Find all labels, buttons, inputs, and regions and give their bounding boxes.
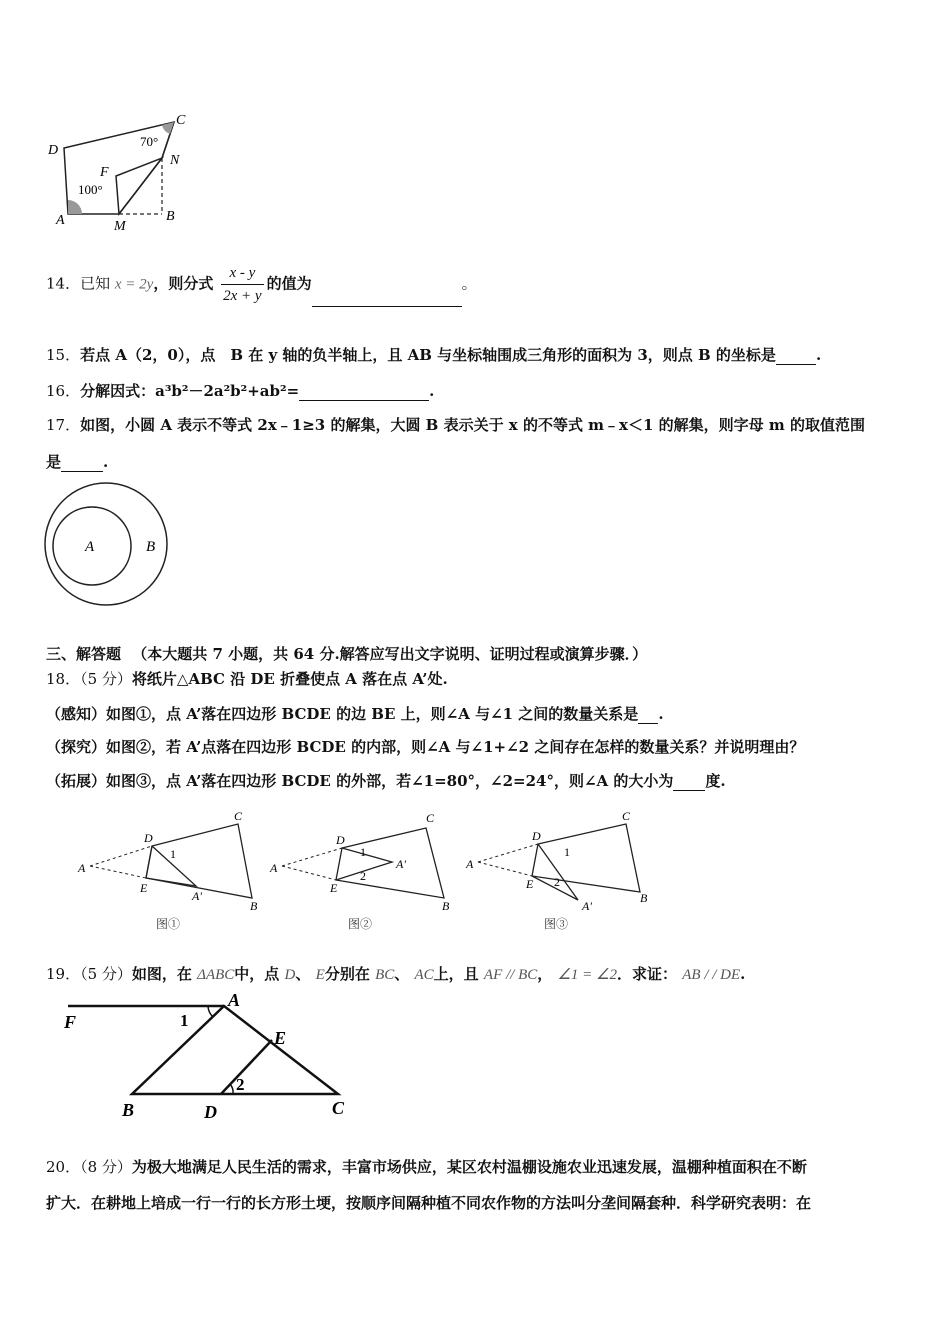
q20-text2: 扩大．在耕地上培成一行一行的长方形土埂，按顺序间隔种植不同农作物的方法叫分垄间隔套种．科学研究表明：在 [46,1194,812,1212]
label-C: C [332,1098,345,1118]
fig18-caption-3: 图③ [544,917,569,931]
svg-text:B: B [250,899,258,913]
question-14 [46,262,477,307]
label-A: A [228,992,241,1010]
q18-text: 将纸片△ABC 沿 DE 折叠使点 A 落在点 A’处. [131,670,448,688]
angle-mark-2 [230,1084,233,1094]
svg-text:C: C [426,811,435,825]
section-3-heading [46,643,647,664]
q14-post: 的值为 [266,274,312,293]
angle-label-A: 100° [78,182,103,197]
figure-q13 [44,110,194,235]
label-D: D [204,1102,217,1120]
question-20-line2 [46,1192,811,1213]
svg-text:D: D [144,831,153,845]
angle-mark-A [68,200,82,214]
q18-sense-blank [638,707,658,724]
q14-answer-blank [312,290,462,307]
svg-text:1: 1 [564,845,570,859]
svg-text:A: A [270,861,278,875]
q19-p1: 如图，在 [131,965,192,983]
q19-condition-1: AF // BC [483,967,538,983]
q19-sep1: 、 [295,965,311,983]
question-20-line1 [46,1156,807,1177]
question-19 [46,963,745,984]
q19-side-ac: AC [414,967,434,983]
question-17-line1 [46,414,865,435]
svg-text:A': A' [192,889,202,903]
label-angle-1: 1 [180,1011,189,1030]
section-3-note: （本大题共 7 小题，共 64 分.解答应写出文字说明、证明过程或演算步骤．） [132,645,648,663]
q18-explore-text: （探究）如图②，若 A’点落在四边形 BCDE 的内部，则∠A 与∠1+∠2 之间存在怎样的数量关系？并说明理由？ [46,738,805,756]
label-angle-2: 2 [236,1075,245,1094]
q14-end: 。 [461,274,477,293]
q19-triangle: ΔABC [197,967,235,983]
q19-end: . [740,965,746,983]
q18-sense [46,703,664,724]
label-B: B [166,209,175,224]
q14-pre: 已知 [80,274,111,293]
segment-DE [221,1040,272,1094]
q19-score: （5 分） [80,965,132,983]
q14-fraction [221,262,263,307]
fig18-caption-1: 图① [156,917,181,931]
q19-condition-2: ∠1 = ∠2 [557,967,618,983]
q14-frac-denominator: 2x + y [223,288,262,304]
svg-text:A: A [466,857,474,871]
svg-text:A': A' [396,857,406,871]
fig18-diagram-3 [465,809,648,931]
label-C: C [176,113,186,128]
svg-text:B: B [442,899,450,913]
svg-text:A: A [78,861,86,875]
q18-number: 18． [46,670,81,688]
section-3-title: 三、解答题 [46,645,122,663]
q16-answer-blank [299,384,429,401]
q19-side-bc: BC [375,967,395,983]
q15-number: 15． [46,346,81,364]
triangle-FMN [116,158,162,214]
svg-text:D: D [336,833,345,847]
question-16 [46,380,434,401]
fig18-diagram-1 [77,809,258,931]
svg-text:C: C [234,809,243,823]
svg-text:C: C [622,809,631,823]
q14-mid: ，则分式 [153,274,214,293]
svg-text:E: E [140,881,148,895]
q18-sense-end: . [658,705,664,723]
q16-number: 16． [46,382,81,400]
q17-answer-blank [61,455,103,472]
q15-text: 若点 A（2，0），点 B 在 y 轴的负半轴上，且 AB 与坐标轴围成三角形的面积为 3，则点 B 的坐标是 [80,346,776,364]
angle-mark-1 [208,1006,213,1017]
label-N: N [170,153,180,168]
q17-text2: 是 [46,453,62,471]
svg-text:1: 1 [360,845,366,859]
question-18 [46,668,448,689]
q14-number: 14． [46,274,81,293]
label-A: A [56,213,65,228]
q19-sep2: 、 [394,965,410,983]
label-F: F [64,1012,77,1032]
angle-label-C: 70° [140,134,159,149]
q20-number: 20． [46,1158,81,1176]
label-circle-A: A [85,539,95,555]
question-17-line2 [46,451,108,472]
question-15 [46,344,821,365]
q15-end: . [815,346,822,364]
q20-text1: 为极大地满足人民生活的需求，丰富市场供应，某区农村温棚设施农业迅速发展，温棚种植面积在不断 [131,1158,807,1176]
q18-score: （5 分） [80,670,132,688]
q18-explore [46,736,804,757]
label-circle-B: B [146,539,156,555]
q16-end: . [429,382,435,400]
q19-comma: ， [537,965,553,983]
svg-text:B: B [640,891,648,905]
svg-text:2: 2 [360,869,366,883]
q18-extend-blank [673,774,705,791]
label-E: E [274,1028,287,1048]
q19-p2: 中，点 [234,965,280,983]
q19-p4: 上，且 [433,965,479,983]
q18-extend-text: （拓展）如图③，点 A’落在四边形 BCDE 的外部，若∠1=80°，∠2=24°，则∠A 的大小为 [46,772,674,790]
q18-extend [46,770,726,791]
q17-text1: 如图，小圆 A 表示不等式 2x﹣1≥3 的解集，大圆 B 表示关于 x 的不等式 m﹣x＜1 的解集，则字母 m 的取值范围 [80,416,865,434]
svg-text:1: 1 [170,847,176,861]
label-D: D [48,143,59,158]
q20-score: （8 分） [80,1158,132,1176]
q14-condition: x = 2y [114,276,154,293]
fig18-diagram-2 [269,811,450,931]
q18-sense-text: （感知）如图①，点 A’落在四边形 BCDE 的边 BE 上，则∠A 与∠1 之间的数量关系是 [46,705,639,723]
svg-text:E: E [526,877,534,891]
q18-extend-end: 度. [705,772,726,790]
label-B: B [122,1100,135,1120]
q17-end: . [103,453,109,471]
label-F: F [100,165,109,180]
q19-p3: 分别在 [324,965,370,983]
svg-text:A': A' [582,899,592,913]
svg-text:2: 2 [554,875,560,889]
fig18-caption-2: 图② [348,917,373,931]
q15-answer-blank [776,348,816,365]
q14-frac-numerator: x - y [221,262,263,285]
figure-q18 [70,806,670,936]
q16-text: 分解因式：a³b²－2a²b²+ab²= [80,382,300,400]
svg-text:D: D [532,829,541,843]
q19-number: 19． [46,965,81,983]
q19-point-d: D [284,967,296,983]
figure-q17 [40,478,175,610]
svg-text:E: E [330,881,338,895]
q19-point-e: E [315,967,325,983]
q17-number: 17． [46,416,81,434]
q19-conclusion: AB / / DE [682,967,741,983]
figure-q19 [56,992,366,1120]
label-M: M [114,219,126,234]
q19-p5: ．求证： [617,965,678,983]
